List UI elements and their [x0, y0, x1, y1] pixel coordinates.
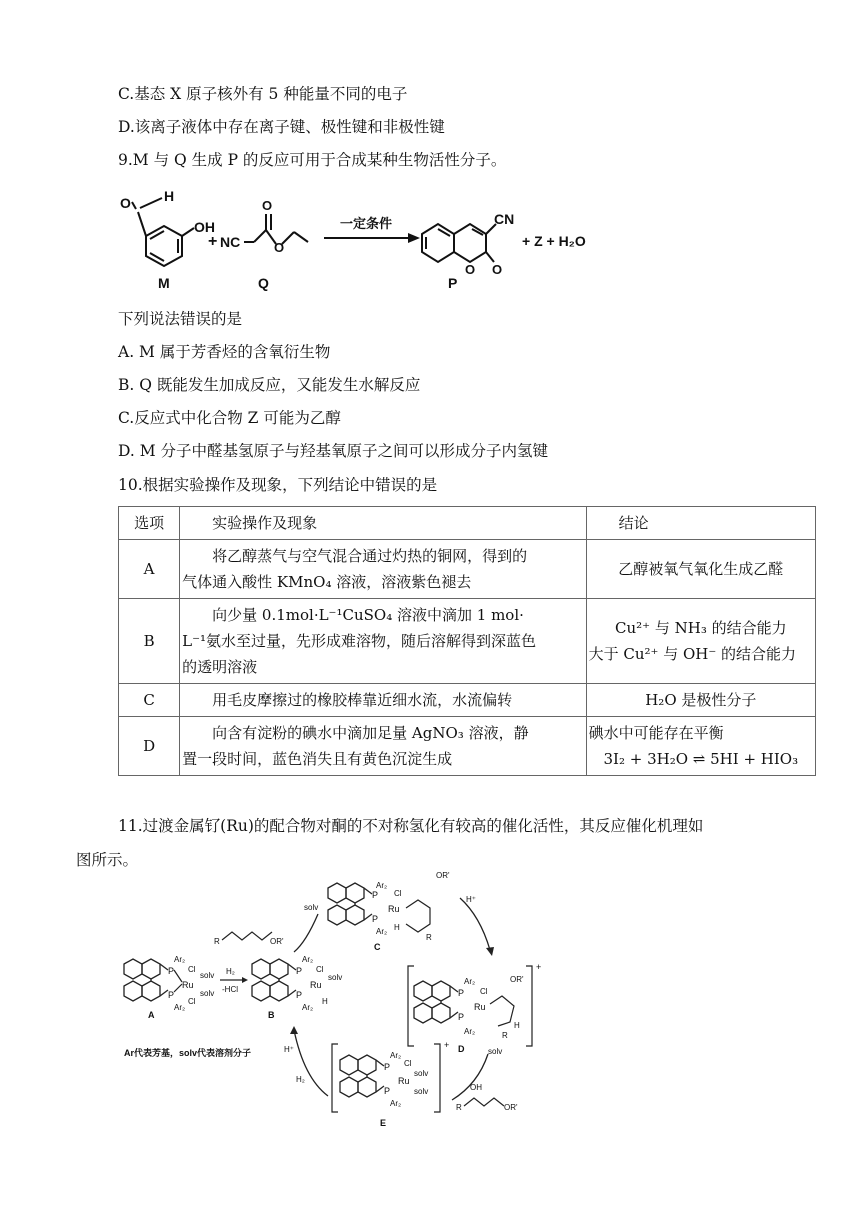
aldehyde-h: H	[164, 188, 175, 204]
complex-B	[252, 955, 342, 1020]
svg-text:Ar₂: Ar₂	[174, 1003, 186, 1012]
svg-text:solv: solv	[328, 973, 343, 982]
svg-text:H: H	[514, 1021, 520, 1030]
row-c-option: C	[119, 684, 180, 717]
row-a-op-line2: 气体通入酸性 KMnO₄ 溶液，溶液紫色褪去	[182, 573, 472, 591]
svg-text:C: C	[374, 942, 381, 952]
row-d-operation	[180, 717, 586, 776]
svg-text:P: P	[458, 988, 465, 998]
svg-text:Cl: Cl	[404, 1059, 412, 1068]
hydroxyl-oh: OH	[194, 219, 215, 235]
svg-text:P: P	[372, 890, 379, 900]
complex-E	[332, 1040, 449, 1128]
svg-text:P: P	[384, 1062, 391, 1072]
arrow-condition: 一定条件	[340, 216, 393, 231]
svg-text:E: E	[380, 1118, 387, 1128]
row-d-option: D	[119, 717, 180, 776]
svg-text:H: H	[322, 997, 328, 1006]
svg-text:+: +	[444, 1040, 450, 1050]
row-a-conclusion: 乙醇被氧气氧化生成乙醛	[586, 540, 815, 599]
question-11-stem-line1: 11.过渡金属钌(Ru)的配合物对酮的不对称氢化有较高的催化活性，其反应催化机理如	[118, 817, 704, 835]
row-b-conclusion	[586, 599, 815, 684]
table-header-row	[119, 507, 816, 540]
option-9b: B. Q 既能发生加成反应，又能发生水解反应	[118, 376, 421, 394]
question-10-stem: 10.根据实验操作及现象，下列结论中错误的是	[118, 476, 438, 494]
option-9d: D. M 分子中醛基氢原子与羟基氧原子之间可以形成分子内氢键	[118, 442, 549, 460]
svg-text:+: +	[536, 962, 542, 972]
svg-text:solv: solv	[304, 903, 319, 912]
row-b-op-line2: L⁻¹氨水至过量，先形成难溶物，随后溶解得到深蓝色	[182, 632, 537, 650]
svg-text:A: A	[148, 1010, 155, 1020]
svg-text:Ar₂: Ar₂	[464, 1027, 476, 1036]
product-cn: CN	[494, 211, 515, 227]
svg-text:solv: solv	[488, 1047, 503, 1056]
row-b-con-line2: 大于 Cu²⁺ 与 OH⁻ 的结合能力	[588, 645, 797, 663]
complex-D	[408, 962, 541, 1054]
complex-C	[328, 871, 450, 952]
svg-text:P: P	[296, 966, 303, 976]
svg-text:Ar₂: Ar₂	[390, 1051, 402, 1060]
row-d-con-line1: 碘水中可能存在平衡	[588, 724, 724, 742]
svg-text:P: P	[372, 914, 379, 924]
svg-text:OR': OR'	[436, 871, 450, 880]
svg-text:R: R	[456, 1103, 462, 1112]
row-b-op-line1: 向少量 0.1mol·L⁻¹CuSO₄ 溶液中滴加 1 mol·	[212, 606, 524, 624]
svg-text:OR': OR'	[510, 975, 524, 984]
row-b-option: B	[119, 599, 180, 684]
svg-text:solv: solv	[200, 989, 215, 998]
svg-text:Cl: Cl	[394, 889, 402, 898]
carbonyl-o: O	[492, 262, 503, 277]
header-conclusion: 结论	[586, 507, 815, 540]
svg-text:H₂: H₂	[226, 967, 235, 976]
question-9-stem: 9.M 与 Q 生成 P 的反应可用于合成某种生物活性分子。	[118, 151, 507, 169]
svg-text:Ru: Ru	[474, 1002, 486, 1012]
row-d-conclusion	[586, 717, 815, 776]
row-d-op-line1: 向含有淀粉的碘水中滴加足量 AgNO₃ 溶液，静	[212, 724, 529, 742]
aldehyde-o: O	[120, 195, 131, 211]
byproducts: + Z + H₂O	[522, 233, 586, 249]
svg-text:H: H	[394, 923, 400, 932]
svg-text:H⁺: H⁺	[466, 895, 476, 904]
svg-text:solv: solv	[414, 1087, 429, 1096]
svg-text:Ar₂: Ar₂	[174, 955, 186, 964]
row-a-op-line1: 将乙醇蒸气与空气混合通过灼热的铜网，得到的	[212, 547, 528, 565]
svg-text:P: P	[384, 1086, 391, 1096]
option-8c: C.基态 X 原子核外有 5 种能量不同的电子	[118, 85, 408, 103]
option-8d: D.该离子液体中存在离子键、极性键和非极性键	[118, 118, 445, 136]
svg-text:Ar₂: Ar₂	[464, 977, 476, 986]
experiment-table	[118, 506, 816, 776]
svg-text:Cl: Cl	[188, 965, 196, 974]
row-b-operation	[180, 599, 586, 684]
molecule-M	[138, 212, 194, 266]
complex-A	[124, 955, 214, 1020]
svg-text:P: P	[458, 1012, 465, 1022]
svg-text:P: P	[168, 966, 175, 976]
svg-text:D: D	[458, 1044, 465, 1054]
row-a-option: A	[119, 540, 180, 599]
header-option: 选项	[119, 507, 180, 540]
table-row	[119, 540, 816, 599]
svg-text:Ru: Ru	[310, 980, 322, 990]
svg-text:Ar₂: Ar₂	[390, 1099, 402, 1108]
header-operation: 实验操作及现象	[180, 507, 586, 540]
svg-text:H⁺: H⁺	[284, 1045, 294, 1054]
row-c-conclusion: H₂O 是极性分子	[586, 684, 815, 717]
svg-text:P: P	[168, 990, 175, 1000]
table-row	[119, 599, 816, 684]
svg-text:Ar₂: Ar₂	[302, 955, 314, 964]
row-d-con-line2: 3I₂ + 3H₂O ⇌ 5HI + HIO₃	[603, 750, 799, 768]
svg-text:Cl: Cl	[480, 987, 488, 996]
svg-text:OR': OR'	[504, 1103, 518, 1112]
option-9c: C.反应式中化合物 Z 可能为乙醇	[118, 409, 341, 427]
svg-text:Ru: Ru	[398, 1076, 410, 1086]
ester-o-top: O	[262, 198, 273, 213]
hydroxy-ester-product	[456, 1083, 518, 1112]
option-9a: A. M 属于芳香烃的含氧衍生物	[118, 343, 331, 361]
svg-text:Ar₂: Ar₂	[376, 927, 388, 936]
svg-text:H₂: H₂	[296, 1075, 305, 1084]
svg-text:OR': OR'	[270, 937, 284, 946]
svg-text:solv: solv	[414, 1069, 429, 1078]
svg-text:solv: solv	[200, 971, 215, 980]
question-9-ask: 下列说法错误的是	[118, 310, 243, 328]
svg-text:Ar₂: Ar₂	[376, 881, 388, 890]
row-c-operation: 用毛皮摩擦过的橡胶棒靠近细水流，水流偏转	[180, 684, 586, 717]
legend-note: Ar代表芳基，solv代表溶剂分子	[124, 1048, 252, 1058]
svg-text:Ru: Ru	[182, 980, 194, 990]
svg-text:B: B	[268, 1010, 275, 1020]
svg-text:Cl: Cl	[188, 997, 196, 1006]
plus-sign: +	[208, 233, 218, 250]
svg-text:Ru: Ru	[388, 904, 400, 914]
ester-o: O	[274, 240, 285, 255]
svg-text:OH: OH	[470, 1083, 482, 1092]
label-Q: Q	[258, 275, 269, 291]
svg-text:-HCl: -HCl	[222, 985, 238, 994]
nitrile-nc: NC	[220, 234, 241, 250]
label-P: P	[448, 275, 458, 291]
svg-text:R: R	[502, 1031, 508, 1040]
table-row	[119, 717, 816, 776]
row-b-op-line3: 的透明溶液	[182, 658, 258, 676]
row-a-operation	[180, 540, 586, 599]
keto-ester-substrate	[214, 932, 284, 946]
svg-text:Ar₂: Ar₂	[302, 1003, 314, 1012]
row-b-con-line1: Cu²⁺ 与 NH₃ 的结合能力	[615, 619, 787, 637]
reaction-scheme-9	[118, 184, 598, 292]
molecule-P	[422, 224, 496, 262]
catalytic-cycle-diagram	[118, 858, 818, 1140]
ring-o: O	[465, 262, 476, 277]
svg-text:R: R	[426, 933, 432, 942]
question-11-stem-line2: 图所示。	[76, 851, 139, 869]
row-d-op-line2: 置一段时间，蓝色消失且有黄色沉淀生成	[182, 750, 453, 768]
table-row	[119, 684, 816, 717]
label-M: M	[158, 275, 170, 291]
svg-text:P: P	[296, 990, 303, 1000]
svg-text:Cl: Cl	[316, 965, 324, 974]
svg-text:R: R	[214, 937, 220, 946]
